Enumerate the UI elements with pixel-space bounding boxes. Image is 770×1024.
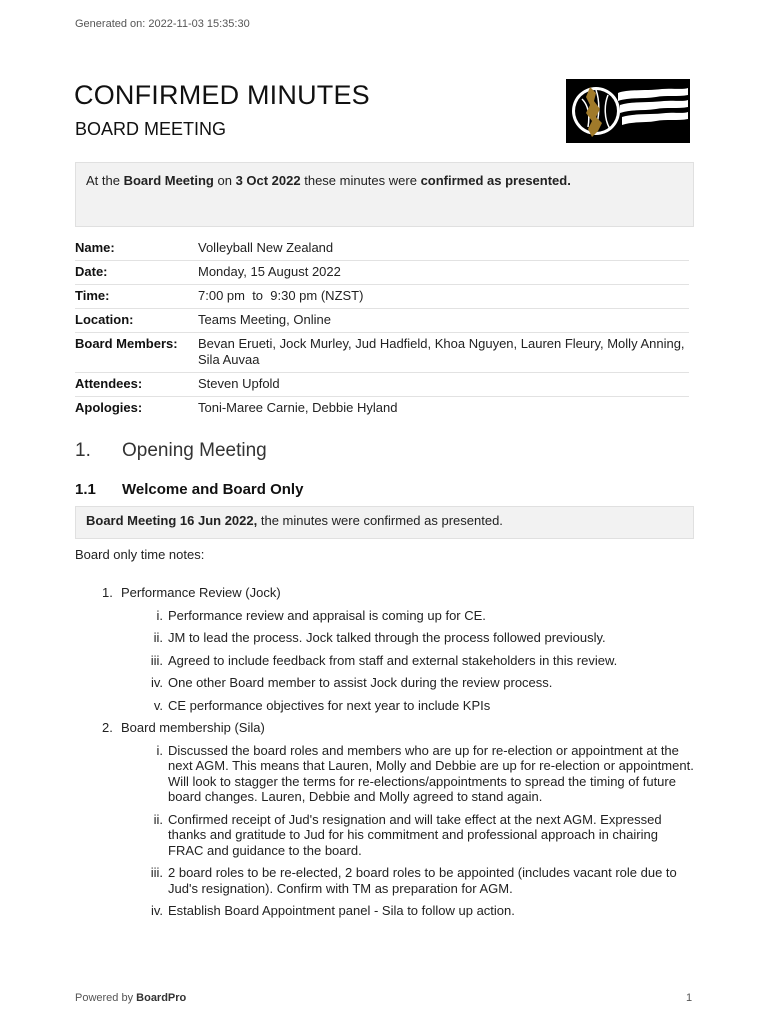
- detail-label: Date:: [75, 261, 198, 285]
- detail-value: Toni-Maree Carnie, Debbie Hyland: [198, 400, 398, 415]
- detail-row-board-members: [75, 333, 689, 373]
- sub-list-item-text: 2 board roles to be re-elected, 2 board roles to be appointed (includes vacant role due to Jud's resignation). Confirm with TM as preparation for AGM.: [168, 865, 677, 896]
- detail-label: Board Members:: [75, 333, 198, 373]
- confirmation-banner: [75, 162, 694, 227]
- sub-list-item: [75, 653, 695, 669]
- detail-value: Steven Upfold: [198, 373, 689, 397]
- sub-list-item: [75, 675, 695, 691]
- detail-value: 7:00 pm to 9:30 pm (NZST): [198, 285, 689, 309]
- list-marker: 2.: [102, 720, 113, 735]
- previous-minutes-note: [75, 506, 694, 539]
- sub-list-marker: iv.: [150, 675, 163, 690]
- confirmation-pre: At the: [86, 173, 124, 188]
- footer-brand: BoardPro: [136, 992, 187, 1004]
- detail-label: Apologies:: [75, 400, 143, 415]
- detail-row-attendees: [75, 373, 689, 397]
- logo-graphic: [566, 79, 690, 143]
- sub-list-item-text: Establish Board Appointment panel - Sila to follow up action.: [168, 903, 515, 918]
- sub-list-marker: iii.: [150, 865, 163, 880]
- confirmation-status: confirmed as presented.: [420, 173, 571, 188]
- volleyball-nz-logo: [566, 79, 690, 143]
- detail-value: Monday, 15 August 2022: [198, 261, 689, 285]
- sub-list-marker: iv.: [150, 903, 163, 918]
- list-item-text: Performance Review (Jock): [121, 585, 281, 600]
- agenda-list: [75, 585, 695, 919]
- previous-minutes-text: the minutes were confirmed as presented.: [257, 513, 503, 528]
- sub-list-item: [75, 865, 695, 896]
- detail-label: Attendees:: [75, 373, 198, 397]
- sub-list-item-text: Confirmed receipt of Jud's resignation and will take effect at the next AGM. Expressed thanks and gratitude to Jud for his commitment and professional approach in chairing FRAC and guidance to the board.: [168, 811, 662, 858]
- sub-list-marker: i.: [156, 742, 163, 758]
- sub-list-marker: v.: [153, 697, 163, 713]
- page-number: 1: [686, 992, 693, 1004]
- detail-row-apologies: [75, 397, 689, 421]
- sub-list-marker: ii.: [153, 811, 163, 827]
- section-number: 1.: [75, 440, 91, 461]
- meeting-details-table: [75, 237, 689, 420]
- sub-list-item: [75, 608, 695, 624]
- list-item: [75, 720, 695, 736]
- section-heading: [75, 440, 267, 462]
- subsection-title: Welcome and Board Only: [122, 481, 304, 498]
- confirmation-mid: these minutes were: [300, 173, 421, 188]
- detail-label: Name:: [75, 237, 198, 261]
- list-item: [75, 585, 695, 601]
- detail-value: Teams Meeting, Online: [198, 309, 689, 333]
- detail-row-name: [75, 237, 689, 261]
- confirmation-on: on: [213, 173, 236, 188]
- footer-powered-by: [75, 992, 186, 1004]
- detail-label: Location:: [75, 309, 198, 333]
- sub-list-item: [75, 630, 695, 646]
- detail-value: Volleyball New Zealand: [198, 237, 689, 261]
- document-subtitle: BOARD MEETING: [75, 119, 227, 139]
- subsection-heading: [75, 481, 303, 498]
- sub-list-marker: ii.: [153, 630, 163, 645]
- list-item-text: Board membership (Sila): [121, 720, 265, 735]
- sub-list-marker: iii.: [150, 652, 163, 668]
- sub-list-item-text: CE performance objectives for next year to include KPIs: [168, 697, 491, 713]
- subsection-number: 1.1: [75, 481, 96, 498]
- sub-list-marker: i.: [156, 607, 163, 623]
- sub-list-item-text: One other Board member to assist Jock during the review process.: [168, 675, 553, 690]
- document-title: CONFIRMED MINUTES: [74, 80, 370, 110]
- notes-intro: Board only time notes:: [75, 547, 205, 562]
- detail-label: Time:: [75, 285, 198, 309]
- sub-list-item: [75, 698, 695, 714]
- sub-list-item: [75, 812, 695, 859]
- sub-list-item-text: Performance review and appraisal is coming up for CE.: [168, 607, 486, 623]
- sub-list-item-text: JM to lead the process. Jock talked through the process followed previously.: [168, 630, 606, 645]
- generated-timestamp: Generated on: 2022-11-03 15:35:30: [75, 18, 250, 30]
- footer-powered-text: Powered by: [75, 992, 137, 1004]
- sub-list-item-text: Agreed to include feedback from staff and external stakeholders in this review.: [168, 652, 618, 668]
- detail-row-location: [75, 309, 689, 333]
- confirmation-date: 3 Oct 2022: [235, 173, 301, 188]
- confirmation-meeting: Board Meeting: [123, 173, 214, 188]
- detail-value: Bevan Erueti, Jock Murley, Jud Hadfield, Khoa Nguyen, Lauren Fleury, Molly Anning, Sila Auvaa: [198, 333, 689, 373]
- sub-list-item: [75, 743, 695, 805]
- section-title: Opening Meeting: [122, 440, 267, 461]
- list-marker: 1.: [102, 585, 113, 600]
- sub-list-item-text: Discussed the board roles and members who are up for re-election or appointment at the next AGM. This means that Lauren, Molly and Debbie are up for re-election or appointment. Will look to stagger the terms for re-elections/appointments to spread the timing of future board changes. Lauren, Debbie and Molly agreed to stand again.: [168, 742, 694, 804]
- detail-row-time: [75, 285, 689, 309]
- sub-list-item: [75, 903, 695, 919]
- previous-minutes-meeting: Board Meeting 16 Jun 2022,: [86, 513, 258, 528]
- detail-row-date: [75, 261, 689, 285]
